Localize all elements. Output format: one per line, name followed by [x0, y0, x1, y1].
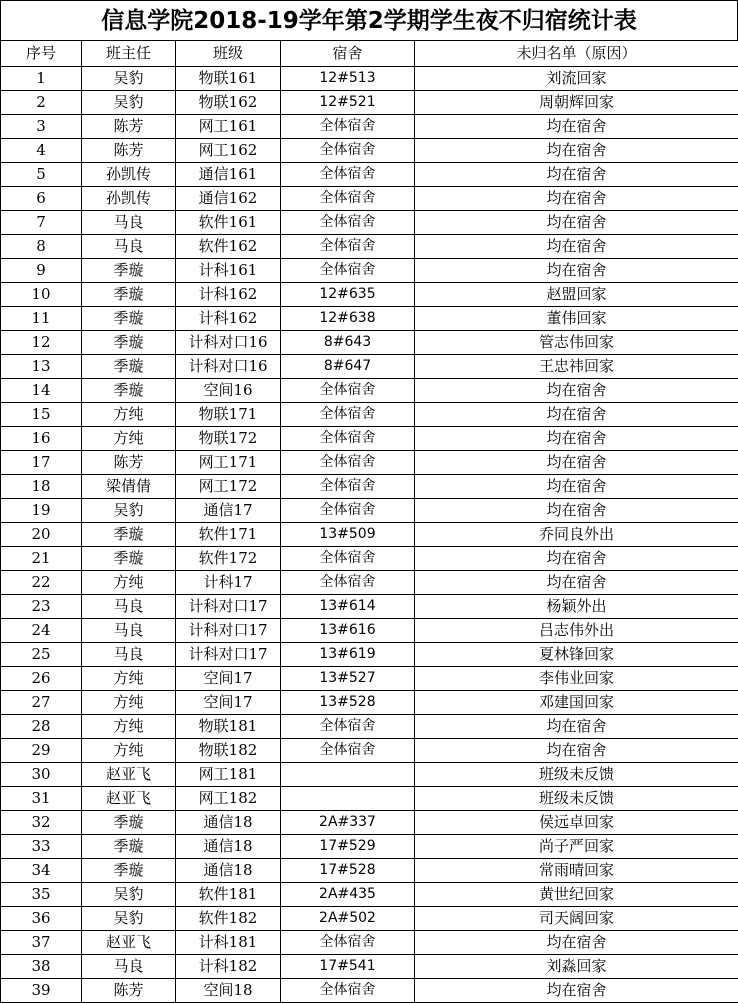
- table-row: [1, 187, 738, 211]
- cell-head-teacher: 孙凯传: [82, 187, 176, 211]
- cell-index: 26: [1, 667, 82, 691]
- cell-class: 计科182: [176, 955, 281, 979]
- cell-head-teacher: 方纯: [82, 715, 176, 739]
- cell-absent-list: 均在宿舍: [415, 379, 738, 403]
- cell-class: 网工181: [176, 763, 281, 787]
- cell-absent-list: 均在宿舍: [415, 187, 738, 211]
- table-row: [1, 859, 738, 883]
- table-row: [1, 91, 738, 115]
- cell-absent-list: 周朝辉回家: [415, 91, 738, 115]
- table-row: [1, 619, 738, 643]
- cell-head-teacher: 方纯: [82, 667, 176, 691]
- cell-absent-list: 班级未反馈: [415, 763, 738, 787]
- table-row: [1, 715, 738, 739]
- cell-index: 20: [1, 523, 82, 547]
- cell-absent-list: 赵盟回家: [415, 283, 738, 307]
- cell-index: 18: [1, 475, 82, 499]
- cell-dorm: 全体宿舍: [281, 139, 415, 163]
- cell-index: 25: [1, 643, 82, 667]
- table-row: [1, 907, 738, 931]
- cell-absent-list: 管志伟回家: [415, 331, 738, 355]
- cell-head-teacher: 马良: [82, 955, 176, 979]
- cell-absent-list: 李伟业回家: [415, 667, 738, 691]
- cell-absent-list: 尚子严回家: [415, 835, 738, 859]
- cell-dorm: 全体宿舍: [281, 979, 415, 1003]
- cell-dorm: 全体宿舍: [281, 403, 415, 427]
- cell-class: 计科17: [176, 571, 281, 595]
- table-row: [1, 523, 738, 547]
- cell-class: 物联162: [176, 91, 281, 115]
- cell-dorm: 全体宿舍: [281, 571, 415, 595]
- table-row: [1, 571, 738, 595]
- cell-head-teacher: 季璇: [82, 835, 176, 859]
- table-row: [1, 235, 738, 259]
- cell-head-teacher: 季璇: [82, 259, 176, 283]
- cell-index: 30: [1, 763, 82, 787]
- cell-absent-list: 均在宿舍: [415, 715, 738, 739]
- cell-absent-list: 刘淼回家: [415, 955, 738, 979]
- cell-absent-list: 均在宿舍: [415, 451, 738, 475]
- cell-head-teacher: 吴豹: [82, 91, 176, 115]
- cell-index: 23: [1, 595, 82, 619]
- cell-head-teacher: 陈芳: [82, 115, 176, 139]
- cell-absent-list: 均在宿舍: [415, 211, 738, 235]
- cell-class: 通信18: [176, 835, 281, 859]
- cell-dorm: 2A#337: [281, 811, 415, 835]
- cell-dorm: 全体宿舍: [281, 715, 415, 739]
- cell-head-teacher: 陈芳: [82, 139, 176, 163]
- cell-head-teacher: 季璇: [82, 523, 176, 547]
- cell-dorm: 13#619: [281, 643, 415, 667]
- cell-index: 16: [1, 427, 82, 451]
- cell-dorm: 全体宿舍: [281, 211, 415, 235]
- table-body: [1, 67, 738, 1003]
- statistics-table: [0, 40, 738, 1003]
- cell-absent-list: 夏林锋回家: [415, 643, 738, 667]
- cell-index: 19: [1, 499, 82, 523]
- cell-head-teacher: 马良: [82, 643, 176, 667]
- cell-absent-list: 均在宿舍: [415, 259, 738, 283]
- cell-index: 29: [1, 739, 82, 763]
- cell-dorm: 2A#435: [281, 883, 415, 907]
- cell-class: 网工172: [176, 475, 281, 499]
- cell-absent-list: 均在宿舍: [415, 547, 738, 571]
- cell-dorm: 全体宿舍: [281, 259, 415, 283]
- cell-index: 15: [1, 403, 82, 427]
- cell-index: 21: [1, 547, 82, 571]
- cell-dorm: 12#513: [281, 67, 415, 91]
- cell-dorm: 8#647: [281, 355, 415, 379]
- cell-class: 物联181: [176, 715, 281, 739]
- cell-class: 网工162: [176, 139, 281, 163]
- cell-index: 35: [1, 883, 82, 907]
- cell-class: 计科162: [176, 283, 281, 307]
- table-row: [1, 691, 738, 715]
- cell-absent-list: 王忠祎回家: [415, 355, 738, 379]
- cell-head-teacher: 梁倩倩: [82, 475, 176, 499]
- cell-index: 4: [1, 139, 82, 163]
- cell-head-teacher: 方纯: [82, 427, 176, 451]
- table-row: [1, 307, 738, 331]
- cell-head-teacher: 吴豹: [82, 907, 176, 931]
- cell-index: 27: [1, 691, 82, 715]
- cell-class: 通信18: [176, 811, 281, 835]
- cell-head-teacher: 吴豹: [82, 67, 176, 91]
- cell-head-teacher: 马良: [82, 211, 176, 235]
- cell-class: 软件161: [176, 211, 281, 235]
- cell-dorm: [281, 763, 415, 787]
- cell-class: 计科对口17: [176, 595, 281, 619]
- cell-absent-list: 班级未反馈: [415, 787, 738, 811]
- cell-class: 通信162: [176, 187, 281, 211]
- cell-index: 7: [1, 211, 82, 235]
- cell-absent-list: 均在宿舍: [415, 739, 738, 763]
- cell-dorm: [281, 787, 415, 811]
- cell-absent-list: 均在宿舍: [415, 931, 738, 955]
- cell-dorm: 13#614: [281, 595, 415, 619]
- table-row: [1, 403, 738, 427]
- cell-head-teacher: 吴豹: [82, 883, 176, 907]
- cell-class: 通信18: [176, 859, 281, 883]
- table-row: [1, 739, 738, 763]
- cell-index: 8: [1, 235, 82, 259]
- cell-head-teacher: 吴豹: [82, 499, 176, 523]
- cell-class: 物联172: [176, 427, 281, 451]
- cell-dorm: 17#528: [281, 859, 415, 883]
- cell-dorm: 全体宿舍: [281, 475, 415, 499]
- cell-absent-list: 均在宿舍: [415, 571, 738, 595]
- cell-dorm: 12#521: [281, 91, 415, 115]
- cell-absent-list: 均在宿舍: [415, 475, 738, 499]
- cell-absent-list: 均在宿舍: [415, 235, 738, 259]
- cell-class: 空间17: [176, 691, 281, 715]
- cell-head-teacher: 陈芳: [82, 979, 176, 1003]
- cell-class: 软件172: [176, 547, 281, 571]
- table-row: [1, 811, 738, 835]
- table-row: [1, 763, 738, 787]
- table-row: [1, 451, 738, 475]
- cell-index: 22: [1, 571, 82, 595]
- table-row: [1, 331, 738, 355]
- table-row: [1, 139, 738, 163]
- table-row: [1, 643, 738, 667]
- cell-index: 38: [1, 955, 82, 979]
- cell-class: 网工182: [176, 787, 281, 811]
- cell-class: 通信17: [176, 499, 281, 523]
- cell-head-teacher: 赵亚飞: [82, 931, 176, 955]
- cell-dorm: 全体宿舍: [281, 187, 415, 211]
- cell-class: 物联161: [176, 67, 281, 91]
- cell-index: 34: [1, 859, 82, 883]
- cell-head-teacher: 赵亚飞: [82, 763, 176, 787]
- table-row: [1, 67, 738, 91]
- cell-absent-list: 常雨晴回家: [415, 859, 738, 883]
- cell-class: 计科对口17: [176, 619, 281, 643]
- cell-class: 空间18: [176, 979, 281, 1003]
- cell-head-teacher: 方纯: [82, 571, 176, 595]
- cell-absent-list: 侯远卓回家: [415, 811, 738, 835]
- cell-index: 31: [1, 787, 82, 811]
- table-row: [1, 115, 738, 139]
- cell-dorm: 13#528: [281, 691, 415, 715]
- cell-index: 17: [1, 451, 82, 475]
- table-row: [1, 595, 738, 619]
- cell-index: 33: [1, 835, 82, 859]
- cell-dorm: 全体宿舍: [281, 235, 415, 259]
- cell-class: 计科162: [176, 307, 281, 331]
- header-head-teacher: 班主任: [82, 41, 176, 67]
- cell-dorm: 全体宿舍: [281, 163, 415, 187]
- cell-class: 物联182: [176, 739, 281, 763]
- cell-dorm: 全体宿舍: [281, 931, 415, 955]
- cell-dorm: 13#616: [281, 619, 415, 643]
- cell-head-teacher: 马良: [82, 235, 176, 259]
- cell-index: 13: [1, 355, 82, 379]
- cell-dorm: 17#541: [281, 955, 415, 979]
- cell-head-teacher: 方纯: [82, 403, 176, 427]
- table-row: [1, 931, 738, 955]
- cell-absent-list: 均在宿舍: [415, 427, 738, 451]
- cell-absent-list: 杨颖外出: [415, 595, 738, 619]
- cell-dorm: 全体宿舍: [281, 379, 415, 403]
- cell-head-teacher: 季璇: [82, 331, 176, 355]
- cell-head-teacher: 季璇: [82, 547, 176, 571]
- cell-head-teacher: 陈芳: [82, 451, 176, 475]
- cell-index: 6: [1, 187, 82, 211]
- cell-class: 软件162: [176, 235, 281, 259]
- sheet-title: 信息学院2018-19学年第2学期学生夜不归宿统计表: [0, 0, 738, 40]
- cell-head-teacher: 季璇: [82, 811, 176, 835]
- cell-head-teacher: 孙凯传: [82, 163, 176, 187]
- table-row: [1, 835, 738, 859]
- cell-absent-list: 吕志伟外出: [415, 619, 738, 643]
- cell-absent-list: 刘流回家: [415, 67, 738, 91]
- cell-dorm: 13#527: [281, 667, 415, 691]
- cell-absent-list: 乔同良外出: [415, 523, 738, 547]
- cell-index: 3: [1, 115, 82, 139]
- cell-absent-list: 均在宿舍: [415, 163, 738, 187]
- table-row: [1, 259, 738, 283]
- cell-class: 软件171: [176, 523, 281, 547]
- cell-head-teacher: 季璇: [82, 307, 176, 331]
- table-row: [1, 883, 738, 907]
- cell-absent-list: 邓建国回家: [415, 691, 738, 715]
- cell-class: 软件182: [176, 907, 281, 931]
- cell-class: 空间17: [176, 667, 281, 691]
- cell-absent-list: 均在宿舍: [415, 499, 738, 523]
- cell-dorm: 全体宿舍: [281, 547, 415, 571]
- cell-index: 12: [1, 331, 82, 355]
- table-row: [1, 163, 738, 187]
- header-index: 序号: [1, 41, 82, 67]
- cell-head-teacher: 马良: [82, 595, 176, 619]
- cell-index: 9: [1, 259, 82, 283]
- cell-dorm: 全体宿舍: [281, 427, 415, 451]
- cell-class: 空间16: [176, 379, 281, 403]
- cell-head-teacher: 季璇: [82, 379, 176, 403]
- cell-class: 计科对口16: [176, 331, 281, 355]
- cell-head-teacher: 方纯: [82, 691, 176, 715]
- header-row: [1, 41, 738, 67]
- cell-dorm: 全体宿舍: [281, 451, 415, 475]
- cell-index: 11: [1, 307, 82, 331]
- cell-index: 32: [1, 811, 82, 835]
- table-row: [1, 475, 738, 499]
- table-row: [1, 355, 738, 379]
- cell-index: 1: [1, 67, 82, 91]
- cell-index: 10: [1, 283, 82, 307]
- table-row: [1, 979, 738, 1003]
- cell-absent-list: 均在宿舍: [415, 979, 738, 1003]
- cell-index: 5: [1, 163, 82, 187]
- cell-index: 28: [1, 715, 82, 739]
- cell-dorm: 12#638: [281, 307, 415, 331]
- cell-class: 计科161: [176, 259, 281, 283]
- header-class: 班级: [176, 41, 281, 67]
- cell-dorm: 全体宿舍: [281, 739, 415, 763]
- cell-class: 计科181: [176, 931, 281, 955]
- cell-index: 14: [1, 379, 82, 403]
- cell-index: 37: [1, 931, 82, 955]
- cell-dorm: 8#643: [281, 331, 415, 355]
- table-row: [1, 787, 738, 811]
- cell-class: 软件181: [176, 883, 281, 907]
- cell-absent-list: 均在宿舍: [415, 115, 738, 139]
- cell-dorm: 全体宿舍: [281, 115, 415, 139]
- cell-head-teacher: 方纯: [82, 739, 176, 763]
- cell-absent-list: 司天阔回家: [415, 907, 738, 931]
- table-row: [1, 547, 738, 571]
- table-row: [1, 283, 738, 307]
- table-row: [1, 427, 738, 451]
- cell-dorm: 17#529: [281, 835, 415, 859]
- cell-head-teacher: 季璇: [82, 355, 176, 379]
- cell-index: 2: [1, 91, 82, 115]
- cell-class: 网工161: [176, 115, 281, 139]
- header-absent-list: 未归名单（原因）: [415, 41, 738, 67]
- table-row: [1, 955, 738, 979]
- cell-head-teacher: 季璇: [82, 283, 176, 307]
- cell-index: 39: [1, 979, 82, 1003]
- cell-absent-list: 董伟回家: [415, 307, 738, 331]
- cell-head-teacher: 赵亚飞: [82, 787, 176, 811]
- cell-index: 36: [1, 907, 82, 931]
- cell-absent-list: 均在宿舍: [415, 139, 738, 163]
- cell-head-teacher: 马良: [82, 619, 176, 643]
- cell-index: 24: [1, 619, 82, 643]
- table-row: [1, 379, 738, 403]
- cell-class: 通信161: [176, 163, 281, 187]
- header-dorm: 宿舍: [281, 41, 415, 67]
- cell-dorm: 13#509: [281, 523, 415, 547]
- cell-head-teacher: 季璇: [82, 859, 176, 883]
- cell-dorm: 全体宿舍: [281, 499, 415, 523]
- table-row: [1, 667, 738, 691]
- cell-dorm: 2A#502: [281, 907, 415, 931]
- cell-class: 物联171: [176, 403, 281, 427]
- cell-class: 计科对口17: [176, 643, 281, 667]
- table-row: [1, 499, 738, 523]
- cell-dorm: 12#635: [281, 283, 415, 307]
- table-row: [1, 211, 738, 235]
- cell-class: 网工171: [176, 451, 281, 475]
- cell-absent-list: 均在宿舍: [415, 403, 738, 427]
- cell-absent-list: 黄世纪回家: [415, 883, 738, 907]
- cell-class: 计科对口16: [176, 355, 281, 379]
